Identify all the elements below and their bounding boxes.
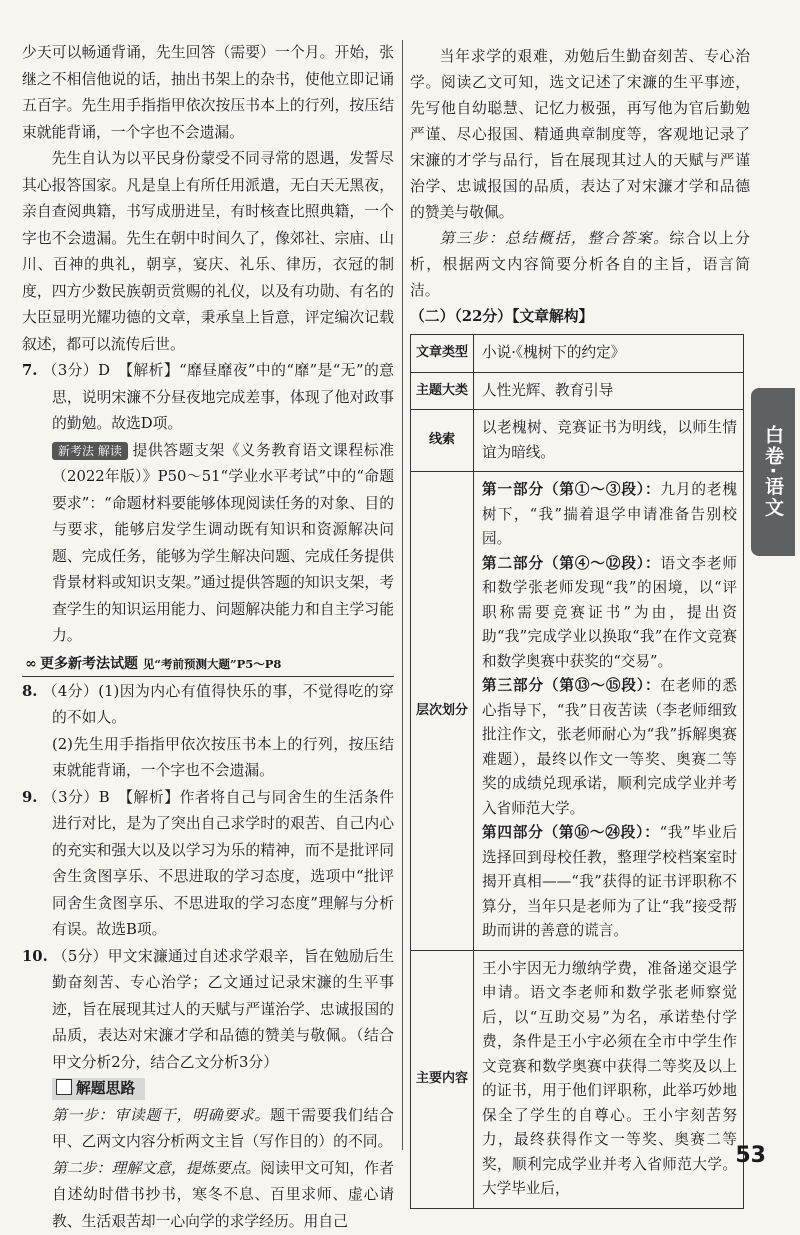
translation-paragraph-1: 少天可以畅通背诵，先生回答（需要）一个月。开始，张继之不相信他说的话，抽出书架上的杂书，使他立即记诵五百字。先生用手指指甲依次按压书本上的行列，按压结束就能背诵，一个字也不会遗漏。 xyxy=(22,40,394,146)
table-row xyxy=(411,372,744,410)
layer-4-label: 第四部分（第⑯～㉔段）： xyxy=(482,824,660,841)
question-number-10: 10. xyxy=(22,948,48,965)
layer-1 xyxy=(482,478,737,552)
notebook-icon xyxy=(56,1079,72,1095)
table-row xyxy=(411,410,744,472)
question-number-8: 8. xyxy=(22,683,37,700)
answer-10-text: （5分）甲文宋濂通过自述求学艰辛，旨在勉励后生勤奋刻苦、专心治学；乙文通过记录宋濂的生平事迹，旨在展现其过人的天赋与严谨治学、忠诚报国的品质，表达对宋濂才学和品德的赞美与敬佩。（结合甲文分析2分，结合乙文分析3分） xyxy=(52,948,394,1071)
answer-9-text: （3分）B 【解析】作者将自己与同舍生的生活条件进行对比，是为了突出自己求学时的艰苦、自己内心的充实和强大以及以学习为乐的精神，而不是批评同舍生贪图享乐、不思进取的学习态度，选项中“批评同舍生贪图享乐、不思进取的学习态度”理解与分析有误。故选B项。 xyxy=(43,789,394,939)
layer-2-label: 第二部分（第④～⑫段）： xyxy=(482,555,660,572)
new-exam-tag: 新考法 解读 xyxy=(52,442,128,460)
left-column xyxy=(22,40,394,1235)
row-header-theme: 主题大类 xyxy=(411,372,474,410)
layer-1-label: 第一部分（第①～③段）： xyxy=(482,481,660,498)
new-exam-note xyxy=(22,438,394,650)
more-title: 更多新考法试题 xyxy=(40,656,138,672)
section-title: （二）（22分）【文章解构】 xyxy=(410,304,750,330)
translation-paragraph-2: 先生自认为以平民身份蒙受不同寻常的恩遇，发誓尽其心报答国家。凡是皇上有所任用派遣，无白天无黑夜，亲自查阅典籍，书写成册进呈，有时核查比照典籍，一个字也不会遗漏。先生在朝中时间久了，像郊社、宗庙、山川、百神的典礼，朝享，宴庆、礼乐、律历，衣冠的制度，四方少数民族朝贡赏赐的礼仪，以及有功勋、有名的大臣显明光耀功德的文章，秉承皇上旨意，评定编次记载叙述，都可以流传后世。 xyxy=(22,146,394,358)
row-value-clue: 以老槐树、竞赛证书为明线，以师生情谊为暗线。 xyxy=(474,410,744,472)
row-header-clue: 线索 xyxy=(411,410,474,472)
layer-4-text: “我”毕业后选择回到母校任教，整理学校档案室时揭开真相——“我”获得的证书评职称不算分，当年只是老师为了让“我”接受帮助而讲的善意的谎言。 xyxy=(482,824,737,939)
more-questions-banner xyxy=(22,652,394,677)
row-header-main: 主要内容 xyxy=(411,950,474,1208)
new-exam-text: 提供答题支架《义务教育语文课程标准（2022年版）》P50～51“学业水平考试”中的“命题要求”：“命题材料要能够体现阅读任务的对象、目的与要求，能够启发学生调动既有知识和资源解决问题、完成任务，能够为学生解决问题、完成任务提供背景材料或知识支架。”通过提供答题的知识支架，考查学生的知识运用能力、问题解决能力和自主学习能力。 xyxy=(52,442,394,645)
row-value-layers xyxy=(474,472,744,951)
row-value-theme: 人性光辉、教育引导 xyxy=(474,372,744,410)
answer-7-text: （3分）D 【解析】“靡昼靡夜”中的“靡”是“无”的意思，说明宋濂不分昼夜地完成差事，体现了他对政事的勤勉。故选D项。 xyxy=(43,362,394,432)
answer-8-part1: （4分）(1)因为内心有值得快乐的事，不觉得吃的穿的不如人。 xyxy=(43,683,394,727)
answer-8-part2: (2)先生用手指指甲依次按压书本上的行列，按压结束就能背诵，一个字也不会遗漏。 xyxy=(22,732,394,785)
link-icon: ∞ xyxy=(22,652,40,676)
answer-7 xyxy=(22,358,394,438)
row-value-main: 王小宇因无力缴纳学费，准备递交退学申请。语文李老师和数学张老师察觉后，以“互助交易”为名，承诺垫付学费，条件是王小宇必须在全市中学生作文竞赛和数学奥赛中获得二等奖及以上的证书，用于他们评职称，此举巧妙地保全了学生的自尊心。王小宇刻苦努力，最终获得作文一等奖、奥赛二等奖，顺利完成学业并考入省师范大学。大学毕业后， xyxy=(474,950,744,1208)
layer-3 xyxy=(482,674,737,821)
step-1-label: 第一步：审读题干，明确要求。 xyxy=(52,1107,270,1124)
subject-side-tab: 白卷·语文 xyxy=(751,388,795,556)
table-row xyxy=(411,472,744,951)
right-column xyxy=(410,44,750,1209)
article-structure-table xyxy=(410,334,744,1209)
step-2-label: 第二步：理解文意，提炼要点。 xyxy=(52,1160,260,1177)
layer-3-text: 在老师的悉心指导下，“我”日夜苦读（李老师细致批注作文，张老师耐心为“我”拆解奥赛难题），最终以作文一等奖、奥赛二等奖的成绩兑现承诺，顺利完成学业并考入省师范大学。 xyxy=(482,677,737,817)
question-number-9: 9. xyxy=(22,789,37,806)
answer-9 xyxy=(22,785,394,944)
step-2 xyxy=(52,1156,394,1235)
layer-2 xyxy=(482,552,737,675)
step-2-text: 阅读甲文可知，作者自述幼时借书抄书，寒冬不息、百里求师、虚心请教、生活艰苦却一心向学的求学经历。用自己 xyxy=(52,1160,394,1230)
row-value-type: 小说·《槐树下的约定》 xyxy=(474,335,744,373)
step-3-label: 第三步：总结概括，整合答案。 xyxy=(440,230,670,247)
step-3-text: 综合以上分析，根据两文内容简要分析各自的主旨，语言简洁。 xyxy=(410,230,750,299)
table-row xyxy=(411,950,744,1208)
layer-3-label: 第三部分（第⑬～⑮段）： xyxy=(482,677,660,694)
layer-2-text: 语文李老师和数学张老师发现“我”的困境，以“评职称需要竞赛证书”为由，提出资助“我”完成学业以换取“我”在作文竞赛和数学奥赛中获奖的“交易”。 xyxy=(482,555,737,670)
step-1-text: 题干需要我们结合甲、乙两文内容分析两文主旨（写作目的）的不同。 xyxy=(52,1107,394,1151)
step-1 xyxy=(52,1103,394,1156)
thinking-header xyxy=(52,1078,145,1100)
answer-10 xyxy=(22,944,394,1077)
continued-analysis: 当年求学的艰难，劝勉后生勤奋刻苦、专心治学。阅读乙文可知，选文记述了宋濂的生平事迹，先写他自幼聪慧、记忆力极强，再写他为官后勤勉严谨、尽心报国、精通典章制度等，客观地记录了宋濂的才学与品行，旨在展现其过人的天赋与严谨治学、忠诚报国的品质，表达了对宋濂才学和品德的赞美与敬佩。 xyxy=(410,44,750,226)
question-number-7: 7. xyxy=(22,362,37,379)
thinking-title: 解题思路 xyxy=(76,1080,135,1097)
layer-1-text: 九月的老槐树下，“我”揣着退学申请准备告别校园。 xyxy=(482,481,737,547)
more-ref: 见“考前预测大题”P5～P8 xyxy=(143,657,282,671)
page-number: 53 xyxy=(735,1143,766,1168)
column-divider xyxy=(402,40,403,1150)
table-row xyxy=(411,335,744,373)
answer-8 xyxy=(22,679,394,732)
step-3 xyxy=(410,226,750,304)
row-header-layers: 层次划分 xyxy=(411,472,474,951)
row-header-type: 文章类型 xyxy=(411,335,474,373)
thinking-section xyxy=(22,1076,394,1235)
layer-4 xyxy=(482,821,737,944)
